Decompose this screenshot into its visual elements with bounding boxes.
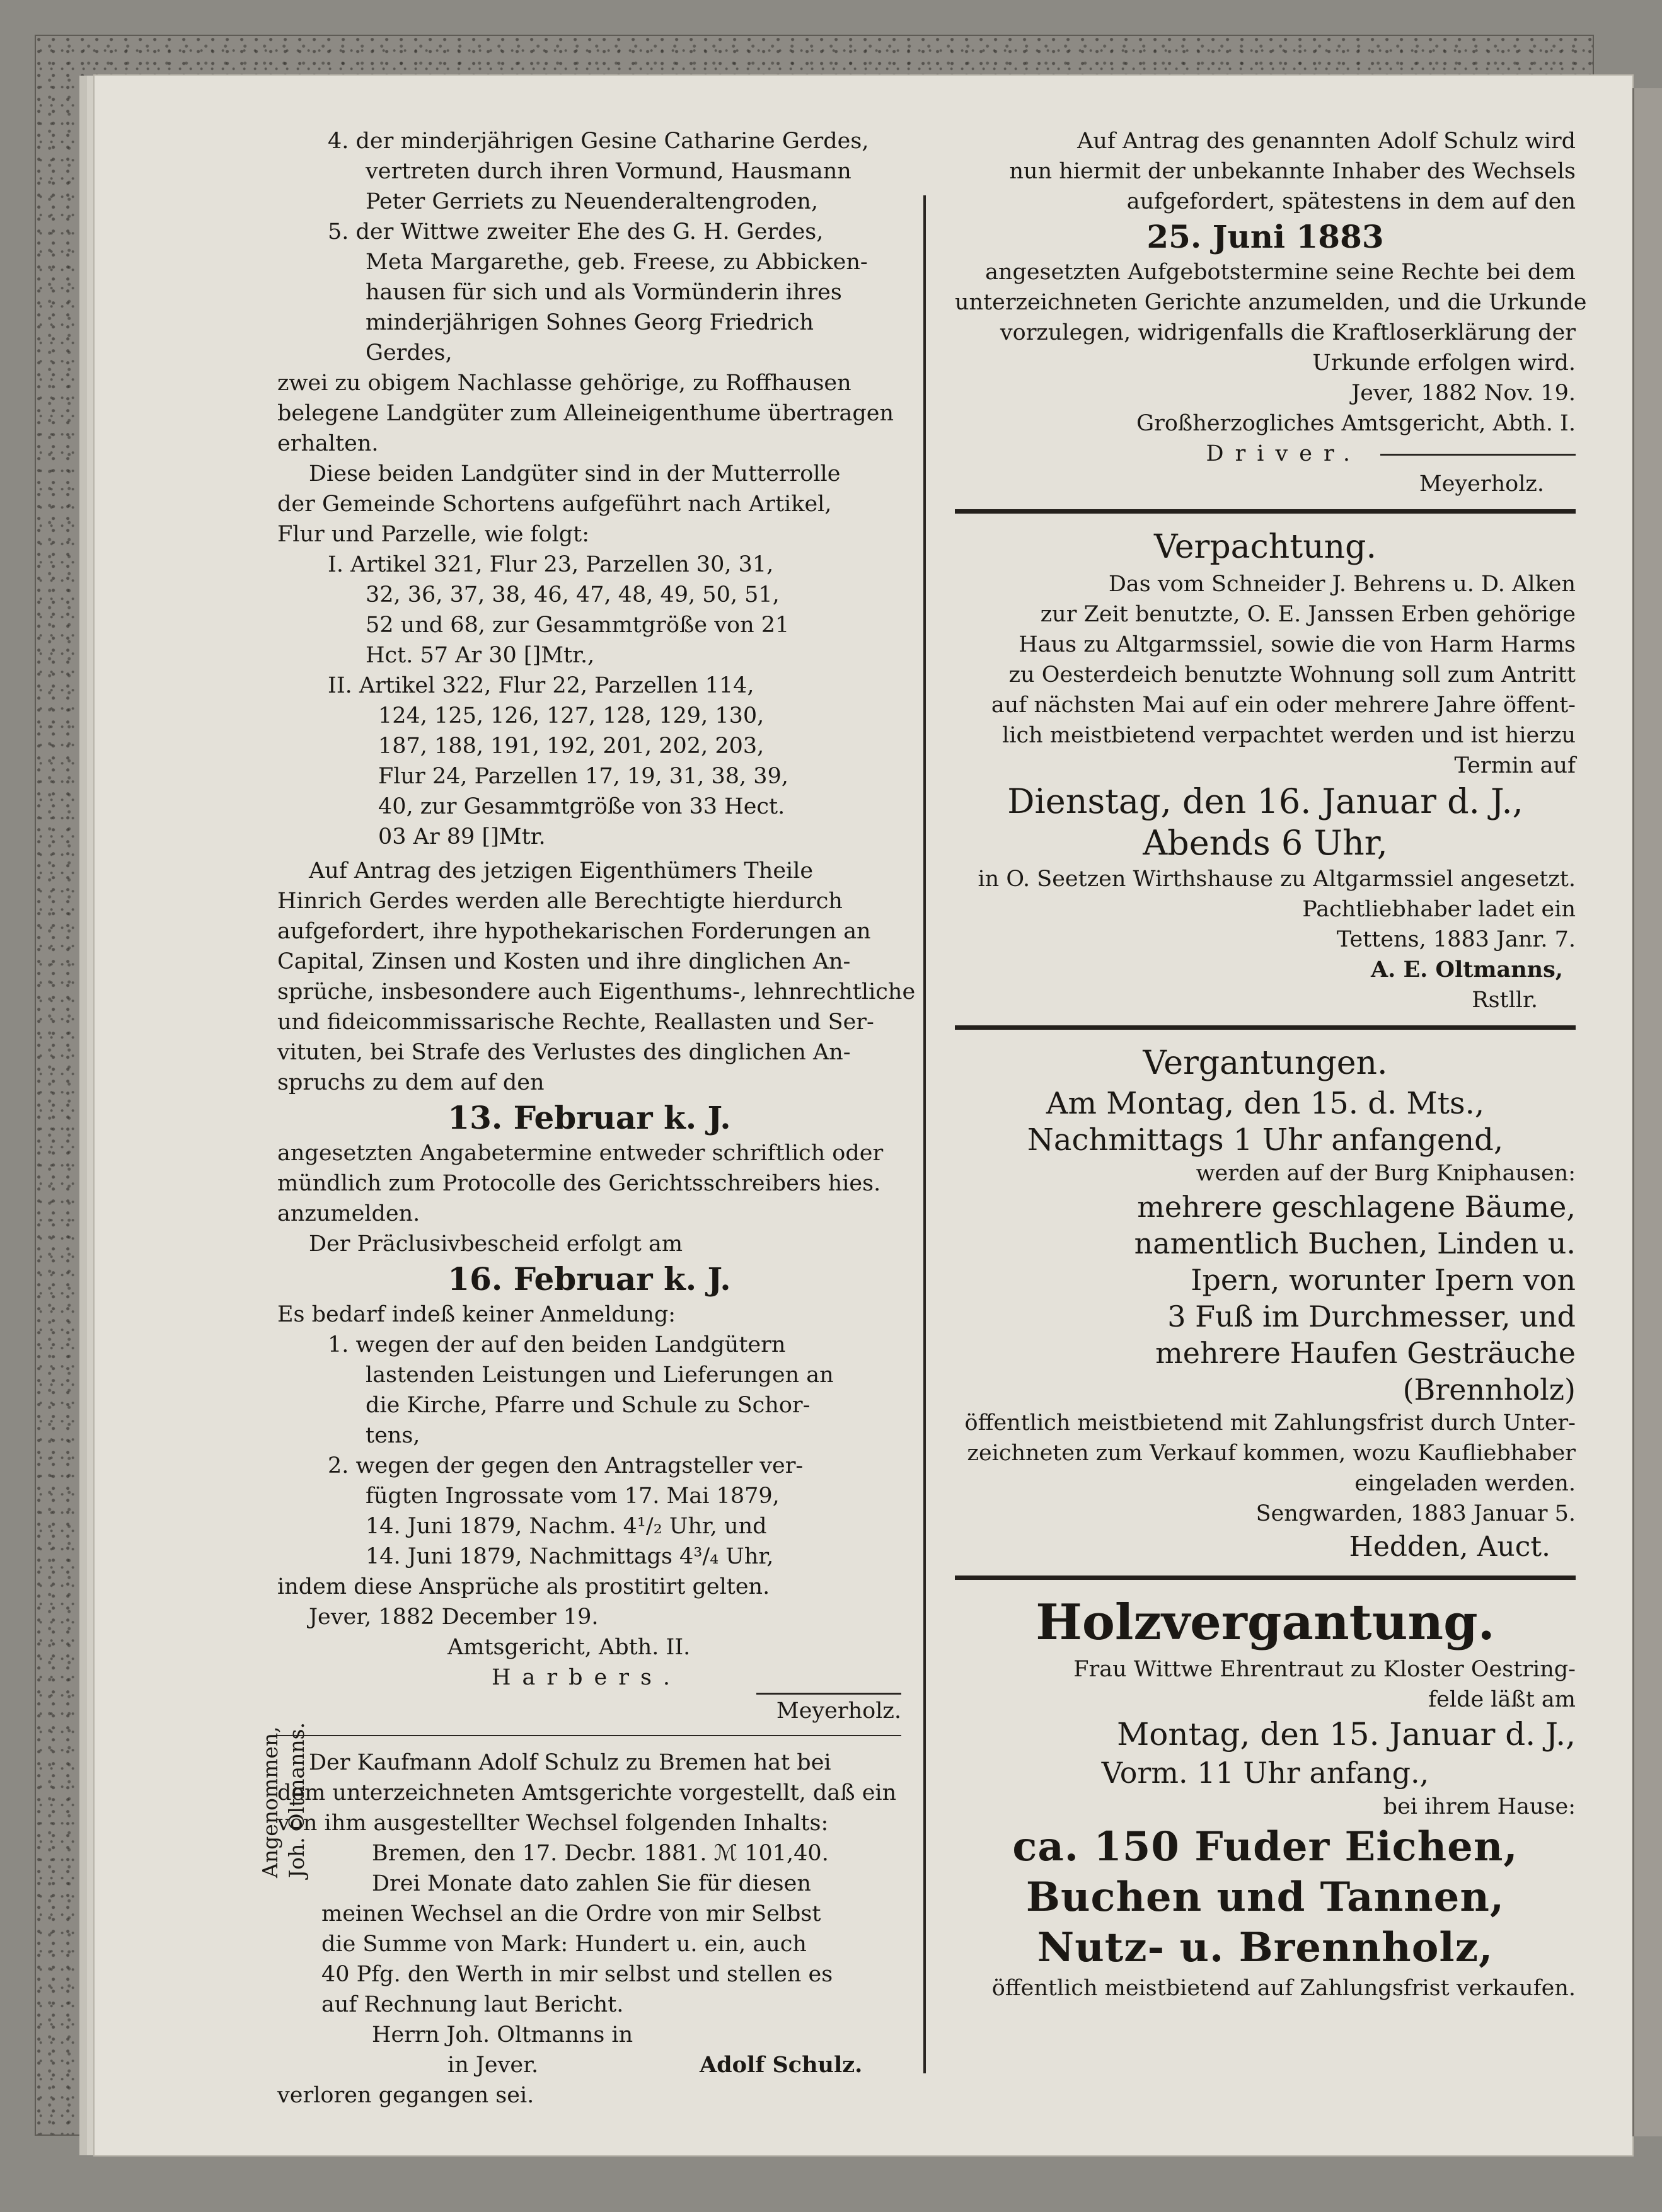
text-line: [321, 2050, 901, 2080]
text-line: mehrere Haufen Gesträuche: [1155, 1336, 1576, 1370]
text-line: 1. wegen der auf den beiden Landgütern: [328, 1332, 786, 1357]
text-line: Bremen, den 17. Decbr. 1881. ℳ 101,40.: [372, 1841, 829, 1866]
paragraph: [277, 856, 916, 1098]
text-line: 14. Juni 1879, Nachmittags 4³/₄ Uhr,: [366, 1544, 774, 1569]
auction-time: Nachmittags 1 Uhr anfangend,: [1027, 1122, 1504, 1158]
place-date: Jever, 1882 Nov. 19.: [1351, 381, 1576, 406]
preclusion-date: 16. Februar k. J.: [447, 1260, 731, 1298]
bill-signer: Adolf Schulz.: [700, 2052, 863, 2078]
text-line: angesetzten Angabetermine entweder schriftlich oder: [277, 1141, 884, 1166]
judge-line: [955, 439, 1576, 469]
place-date: Tettens, 1883 Janr. 7.: [1336, 927, 1576, 952]
text-line: erhalten.: [277, 431, 379, 456]
place-date: Jever, 1882 December 19.: [309, 1604, 599, 1630]
text-line: indem diese Ansprüche als prostitirt gelten.: [277, 1574, 770, 1599]
text-line: vorzulegen, widrigenfalls die Kraftloserklärung der: [1000, 320, 1576, 345]
text-line: Frau Wittwe Ehrentraut zu Kloster Oestring-: [1073, 1657, 1576, 1682]
text-line: Termin auf: [1454, 753, 1576, 778]
lease-date: Dienstag, den 16. Januar d. J.,: [1007, 781, 1523, 821]
text-line: vituten, bei Strafe des Verlustes des dinglichen An-: [277, 1040, 851, 1065]
exception-2: [277, 1451, 901, 1572]
exception-1: [277, 1330, 901, 1451]
text-line: verloren gegangen sei.: [277, 2083, 534, 2108]
text-line: Pachtliebhaber ladet ein: [1302, 897, 1576, 922]
text-line: Flur und Parzelle, wie folgt:: [277, 522, 590, 547]
court-name: Großherzogliches Amtsgericht, Abth. I.: [1136, 411, 1576, 436]
lease-time: Abends 6 Uhr,: [1143, 823, 1388, 863]
clerk-signature: Meyerholz.: [1419, 471, 1544, 497]
section-title: Vergantungen.: [1143, 1044, 1388, 1082]
wood-goods-line: Buchen und Tannen,: [1025, 1874, 1505, 1921]
text-line: Auf Antrag des jetzigen Eigenthümers Theile: [309, 858, 814, 884]
text-line: tens,: [366, 1423, 420, 1448]
right-column: [955, 126, 1587, 2003]
text-line: Peter Gerriets zu Neuenderaltengroden,: [366, 189, 818, 214]
paragraph: [955, 257, 1587, 378]
section-rule: [277, 1735, 901, 1736]
text-line: Herrn Joh. Oltmanns in: [372, 2022, 633, 2048]
text-line: 14. Juni 1879, Nachm. 4¹/₂ Uhr, und: [366, 1514, 767, 1539]
wood-auction-time: Vorm. 11 Uhr anfang.,: [1101, 1756, 1429, 1790]
text-line: 4. der minderjährigen Gesine Catharine Gerdes,: [328, 129, 869, 154]
section-title: Verpachtung.: [1153, 528, 1376, 566]
text-line: nun hiermit der unbekannte Inhaber des Wechsels: [1009, 159, 1576, 184]
text-line: bei ihrem Hause:: [1383, 1794, 1576, 1819]
text-line: fügten Ingrossate vom 17. Mai 1879,: [366, 1483, 780, 1509]
text-line: in O. Seetzen Wirthshause zu Altgarmssiel angesetzt.: [978, 867, 1576, 892]
text-line: 187, 188, 191, 192, 201, 202, 203,: [378, 734, 765, 759]
text-line: eingeladen werden.: [1354, 1471, 1576, 1496]
text-line: 124, 125, 126, 127, 128, 129, 130,: [378, 703, 765, 729]
parcel-list-1: [277, 550, 901, 671]
text-line: lastenden Leistungen und Lieferungen an: [366, 1362, 834, 1388]
text-line: Haus zu Altgarmssiel, sowie die von Harm Harms: [1019, 632, 1576, 657]
paragraph: [955, 569, 1576, 781]
deadline-date: 13. Februar k. J.: [447, 1099, 731, 1136]
clerk-name: Meyerholz.: [776, 1698, 901, 1724]
text-line: Ipern, worunter Ipern von: [1191, 1263, 1576, 1297]
text-line: Joh. Oltmanns.: [284, 1722, 309, 1878]
clerk-signature: [756, 1693, 901, 1726]
text-line: 32, 36, 37, 38, 46, 47, 48, 49, 50, 51,: [366, 582, 780, 608]
text-line: lich meistbietend verpachtet werden und ist hierzu: [1002, 723, 1576, 748]
text-line: Capital, Zinsen und Kosten und ihre dinglichen An-: [277, 949, 851, 974]
text-line: 40 Pfg. den Werth in mir selbst und stellen es: [321, 1962, 833, 1987]
text-line: auf Rechnung laut Bericht.: [321, 1992, 624, 2017]
text-line: (Brennholz): [1402, 1373, 1576, 1407]
text-line: auf nächsten Mai auf ein oder mehrere Jahre öffent-: [991, 693, 1576, 718]
wood-goods-line: ca. 150 Fuder Eichen,: [1012, 1823, 1518, 1870]
text-line: Angenommen,: [258, 1726, 282, 1878]
text-line: Auf Antrag des genannten Adolf Schulz wird: [1077, 129, 1576, 154]
text-line: zur Zeit benutzte, O. E. Janssen Erben gehörige: [1040, 602, 1576, 627]
text-line: zwei zu obigem Nachlasse gehörige, zu Roffhausen: [277, 371, 851, 396]
parcel-list-2: [277, 671, 901, 852]
text-line: 3 Fuß im Durchmesser, und: [1167, 1299, 1576, 1334]
acceptance-note: [257, 1722, 310, 1878]
text-line: Hinrich Gerdes werden alle Berechtigte hierdurch: [277, 889, 843, 914]
judge-signature: Driver.: [1206, 441, 1361, 466]
text-line: Diese beiden Landgüter sind in der Mutterrolle: [309, 461, 841, 487]
text-line: von ihm ausgestellter Wechsel folgenden Inhalts:: [277, 1811, 829, 1836]
text-line: öffentlich meistbietend auf Zahlungsfrist verkaufen.: [991, 1976, 1576, 2001]
text-line: öffentlich meistbietend mit Zahlungsfrist durch Unter-: [964, 1410, 1576, 1436]
signature-title: Rstllr.: [1472, 988, 1538, 1013]
text-line: die Kirche, Pfarre und Schule zu Schor-: [366, 1393, 811, 1418]
text-line: meinen Wechsel an die Ordre von mir Selbst: [321, 1901, 821, 1927]
paragraph: [955, 126, 1576, 217]
text-line: 03 Ar 89 []Mtr.: [378, 824, 546, 850]
text-line: Flur 24, Parzellen 17, 19, 31, 38, 39,: [378, 764, 788, 789]
text-line: Urkunde erfolgen wird.: [1312, 350, 1576, 376]
left-column: [277, 126, 916, 2111]
text-line: Drei Monate dato zahlen Sie für diesen: [372, 1871, 811, 1896]
signature: Hedden, Auct.: [1349, 1531, 1550, 1563]
text-line: Hct. 57 Ar 30 []Mtr.,: [366, 643, 595, 668]
text-line: felde läßt am: [1428, 1687, 1576, 1712]
text-line: 40, zur Gesammtgröße von 33 Hect.: [378, 794, 785, 819]
court-name: Amtsgericht, Abth. II.: [447, 1635, 691, 1660]
text-line: 2. wegen der gegen den Antragsteller ver-: [328, 1453, 804, 1478]
text-line: und fideicommissarische Rechte, Reallasten und Ser-: [277, 1010, 874, 1035]
item-5: [277, 217, 901, 368]
text-line: Der Präclusivbescheid erfolgt am: [309, 1231, 683, 1257]
paragraph: [277, 459, 901, 550]
text-line: 5. der Wittwe zweiter Ehe des G. H. Gerdes,: [328, 219, 824, 245]
paragraph: [277, 1138, 901, 1229]
text-line: sprüche, insbesondere auch Eigenthums-, lehnrechtliche: [277, 979, 916, 1005]
column-divider: [923, 195, 926, 2073]
text-line: namentlich Buchen, Linden u.: [1134, 1226, 1576, 1260]
signature-rule: [1380, 454, 1576, 456]
text-line: zu Oesterdeich benutzte Wohnung soll zum Antritt: [1008, 662, 1576, 688]
text-line: Gerdes,: [366, 340, 453, 366]
text-line: mehrere geschlagene Bäume,: [1137, 1190, 1576, 1224]
section-rule: [955, 1025, 1576, 1030]
text-line: minderjährigen Sohnes Georg Friedrich: [366, 310, 814, 335]
text-line: Meta Margarethe, geb. Freese, zu Abbicken-: [366, 250, 868, 275]
text-line: aufgefordert, spätestens in dem auf den: [1126, 189, 1576, 214]
text-line: spruchs zu dem auf den: [277, 1070, 545, 1095]
deadline-date: 25. Juni 1883: [1146, 218, 1384, 255]
text-line: hausen für sich und als Vormünderin ihres: [366, 280, 842, 305]
text-line: Der Kaufmann Adolf Schulz zu Bremen hat bei: [309, 1750, 831, 1775]
wood-auction-date: Montag, den 15. Januar d. J.,: [1117, 1716, 1576, 1753]
section-rule: [955, 1575, 1576, 1580]
paragraph: [277, 368, 901, 459]
text-line: belegene Landgüter zum Alleineigenthume übertragen: [277, 401, 894, 426]
item-4: [277, 126, 901, 217]
text-line: dem unterzeichneten Amtsgerichte vorgestellt, daß ein: [277, 1780, 897, 1806]
page-edge: [1632, 88, 1662, 2136]
bill-of-exchange: [277, 1838, 901, 2080]
bill-address: in Jever.: [447, 2053, 539, 2078]
paragraph: [955, 1408, 1576, 1499]
text-line: zeichneten zum Verkauf kommen, wozu Kaufliebhaber: [967, 1441, 1576, 1466]
text-line: werden auf der Burg Kniphausen:: [1196, 1161, 1576, 1186]
text-line: 52 und 68, zur Gesammtgröße von 21: [366, 613, 790, 638]
text-line: die Summe von Mark: Hundert u. ein, auch: [321, 1932, 807, 1957]
section-rule: [955, 509, 1576, 514]
paragraph: [955, 1654, 1576, 1715]
text-line: II. Artikel 322, Flur 22, Parzellen 114,: [328, 673, 754, 698]
text-line: vertreten durch ihren Vormund, Hausmann: [366, 159, 851, 184]
text-line: I. Artikel 321, Flur 23, Parzellen 30, 31,: [328, 552, 774, 577]
judge-signature: Harbers.: [492, 1665, 682, 1690]
auction-date: Am Montag, den 15. d. Mts.,: [1046, 1086, 1485, 1121]
text-line: der Gemeinde Schortens aufgeführt nach Artikel,: [277, 492, 832, 517]
text-line: Das vom Schneider J. Behrens u. D. Alken: [1108, 572, 1576, 597]
section-title: Holzvergantung.: [1036, 1594, 1495, 1651]
text-line: angesetzten Aufgebotstermine seine Rechte bei dem: [985, 260, 1576, 285]
auction-items: [955, 1189, 1576, 1408]
text-line: unterzeichneten Gerichte anzumelden, und die Urkunde: [955, 290, 1587, 315]
paragraph: [277, 1748, 901, 1838]
text-line: aufgefordert, ihre hypothekarischen Forderungen an: [277, 919, 871, 944]
place-date: Sengwarden, 1883 Januar 5.: [1255, 1501, 1576, 1526]
text-line: mündlich zum Protocolle des Gerichtsschreibers hies.: [277, 1171, 881, 1196]
signature: A. E. Oltmanns,: [1370, 957, 1563, 982]
wood-goods-line: Nutz- u. Brennholz,: [1037, 1924, 1494, 1971]
text-line: Es bedarf indeß keiner Anmeldung:: [277, 1302, 676, 1327]
text-line: anzumelden.: [277, 1201, 420, 1226]
